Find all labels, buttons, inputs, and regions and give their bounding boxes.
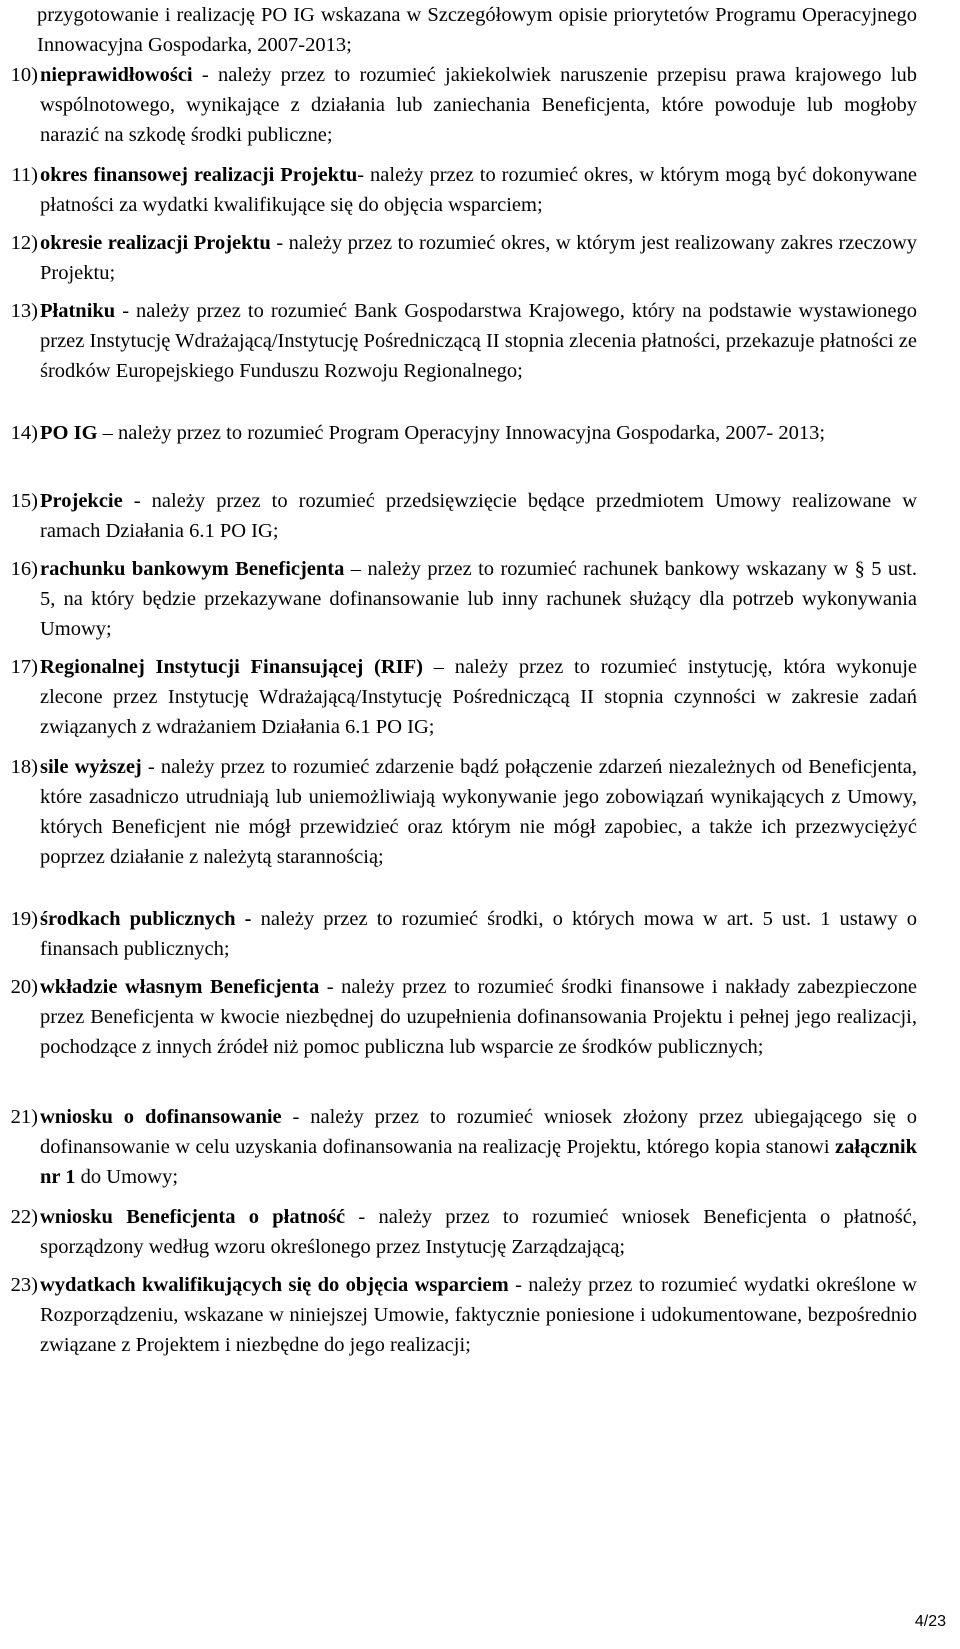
item-number: 18) xyxy=(10,756,38,778)
item-term: Płatniku xyxy=(40,300,116,322)
item-number: 22) xyxy=(10,1206,38,1228)
item-text xyxy=(40,160,917,220)
item-number: 13) xyxy=(10,300,38,322)
item-text xyxy=(40,296,917,386)
page-number: 4/23 xyxy=(914,1613,946,1630)
item-definition: należy przez to rozumieć środki, o których mowa w art. 5 ust. 1 ustawy o finansach publicznych; xyxy=(40,908,917,960)
item-text xyxy=(40,228,917,288)
item-term: okres finansowej realizacji Projektu xyxy=(40,164,358,186)
item-term: Regionalnej Instytucji Finansującej (RIF) xyxy=(40,656,423,678)
item-number: 19) xyxy=(10,908,38,930)
item-text xyxy=(40,1202,917,1262)
item-number: 17) xyxy=(10,656,38,678)
item-definition: - należy przez to rozumieć okres, w którym mogą być dokonywane płatności za wydatki kwalifikujące się do objęcia wsparciem; xyxy=(40,164,917,216)
item-number: 15) xyxy=(10,490,38,512)
item-term: rachunku bankowym Beneficjenta xyxy=(40,558,345,580)
item-number: 14) xyxy=(10,422,38,444)
item-definition: - należy przez to rozumieć wniosek Beneficjenta o płatność, sporządzony według wzoru określonego przez Instytucję Zarządzającą; xyxy=(40,1206,917,1258)
item-definition: - należy przez to rozumieć przedsięwzięcie będące przedmiotem Umowy realizowane w ramach Działania 6.1 PO IG; xyxy=(40,490,917,542)
item-number: 12) xyxy=(10,232,38,254)
item-text xyxy=(40,418,917,448)
item-text xyxy=(40,554,917,644)
item-term: sile wyższej xyxy=(40,756,142,778)
item-definition: - należy przez to rozumieć wydatki określone w Rozporządzeniu, wskazane w niniejszej Umowie, faktycznie poniesione i udokumentowane, bezpośrednio związane z Projektem i niezbędne do jego realizacji; xyxy=(40,1274,917,1356)
item-definition: - należy przez to rozumieć jakiekolwiek naruszenie przepisu prawa krajowego lub wspólnotowego, wynikające z działania lub zaniechania Beneficjenta, które powoduje lub mogłoby narazić na szkodę środki publiczne; xyxy=(40,64,917,146)
item-definition: – należy przez to rozumieć instytucję, która wykonuje zlecone przez Instytucję Wdrażającą/Instytucję Pośredniczącą II stopnia czynności w zakresie zadań związanych z wdrażaniem Działania 6.1 PO IG; xyxy=(40,656,917,738)
item-definition: - należy przez to rozumieć Bank Gospodarstwa Krajowego, który na podstawie wystawionego przez Instytucję Wdrażającą/Instytucję Pośredniczącą II stopnia zlecenia płatności, przekazuje płatności ze środków Europejskiego Funduszu Rozwoju Regionalnego; xyxy=(40,300,917,382)
item-term: wkładzie własnym Beneficjenta xyxy=(40,976,320,998)
item-term: środkach publicznych - xyxy=(40,908,252,930)
item-definition: - należy przez to rozumieć wniosek złożony przez ubiegającego się o dofinansowanie w celu uzyskania dofinansowania na realizację Projektu, którego kopia stanowi xyxy=(40,1106,918,1158)
item-text xyxy=(40,1270,917,1360)
item-definition: – należy przez to rozumieć Program Operacyjny Innowacyjna Gospodarka, 2007- 2013; xyxy=(97,422,826,444)
item-text xyxy=(40,972,917,1062)
item-text xyxy=(40,486,917,546)
item-definition: - należy przez to rozumieć środki finansowe i nakłady zabezpieczone przez Beneficjenta w kwocie niezbędnej do uzupełnienia dofinansowania Projektu i pełnej jego realizacji, pochodzące z innych źródeł niż pomoc publiczna lub wsparcie ze środków publicznych; xyxy=(40,976,917,1058)
item-number: 21) xyxy=(10,1106,38,1128)
item-number: 11) xyxy=(11,164,38,186)
item-number: 20) xyxy=(10,976,38,998)
item-term: wniosku Beneficjenta o płatność xyxy=(40,1206,346,1228)
item-text xyxy=(40,752,917,872)
item-term: PO IG xyxy=(40,422,98,444)
item-text xyxy=(40,1102,917,1192)
item-definition: – należy przez to rozumieć rachunek bankowy wskazany w § 5 ust. 5, na który będzie przekazywane dofinansowanie lub inny rachunek służący dla potrzeb wykonywania Umowy; xyxy=(40,558,917,640)
item-term: nieprawidłowości xyxy=(40,64,193,86)
item-number: 16) xyxy=(10,558,38,580)
item-text xyxy=(40,60,917,150)
item-term: okresie realizacji Projektu xyxy=(40,232,271,254)
item-term: wniosku o dofinansowanie xyxy=(40,1106,282,1128)
item-term: wydatkach kwalifikujących się do objęcia wsparciem xyxy=(40,1274,509,1296)
item-definition: - należy przez to rozumieć okres, w którym jest realizowany zakres rzeczowy Projektu; xyxy=(40,232,918,284)
intro-paragraph: przygotowanie i realizację PO IG wskazana w Szczegółowym opisie priorytetów Programu Operacyjnego Innowacyjna Gospodarka, 2007-2013; xyxy=(37,4,917,56)
item-text xyxy=(40,904,917,964)
attachment-reference: załącznik nr 1 xyxy=(40,1136,917,1188)
item-definition: - należy przez to rozumieć zdarzenie bądź połączenie zdarzeń niezależnych od Beneficjenta, które zasadniczo utrudniają lub uniemożliwiają wykonywanie jego zobowiązań wynikających z Umowy, których Beneficjent nie mógł przewidzieć oraz którym nie mógł zapobiec, a także ich przezwyciężyć poprzez działanie z należytą starannością; xyxy=(40,756,918,868)
item-number: 23) xyxy=(10,1274,38,1296)
item-text xyxy=(40,652,917,742)
item-term: Projekcie xyxy=(40,490,123,512)
item-definition-end: do Umowy; xyxy=(75,1166,179,1188)
item-number: 10) xyxy=(10,64,38,86)
